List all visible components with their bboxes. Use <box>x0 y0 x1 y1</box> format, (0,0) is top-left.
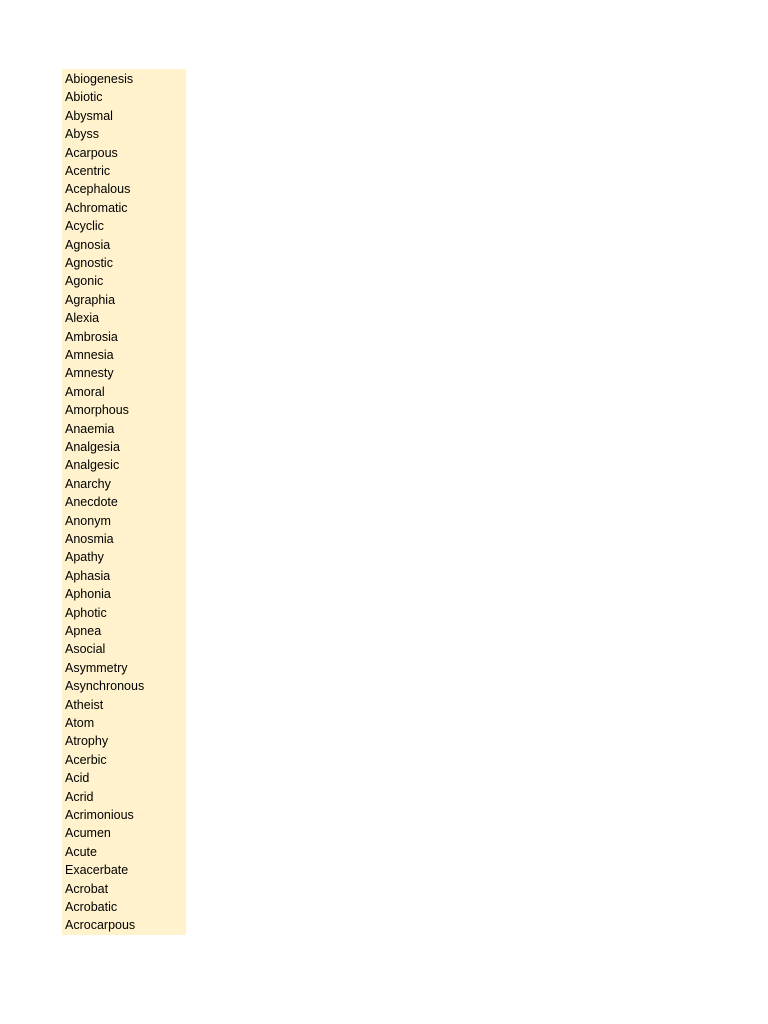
word-cell: Abyss <box>65 127 100 142</box>
word-cell: Agnostic <box>65 256 113 270</box>
word-cell: Analgesia <box>65 440 120 454</box>
word-cell: Apathy <box>65 550 104 565</box>
word-cell: Acid <box>65 771 90 786</box>
word-cell: Acerbic <box>65 752 107 767</box>
word-cell: Acephalous <box>65 182 131 197</box>
word-cell: Anarchy <box>65 476 111 491</box>
word-cell: Asymmetry <box>65 660 128 675</box>
word-cell: Acrobatic <box>65 900 118 914</box>
word-cell: Alexia <box>65 311 100 326</box>
word-cell: Analgesic <box>65 458 120 473</box>
word-cell: Acrimonious <box>65 808 134 822</box>
word-cell: Achromatic <box>65 200 128 215</box>
word-cell: Exacerbate <box>65 863 129 878</box>
word-cell: Anosmia <box>65 532 114 546</box>
word-cell: Acute <box>65 844 97 859</box>
word-cell: Acrid <box>65 789 94 804</box>
word-cell: Acyclic <box>65 219 104 234</box>
word-cell: Asynchronous <box>65 679 145 694</box>
word-cell: Aphonia <box>65 587 111 602</box>
word-cell: Acentric <box>65 164 111 178</box>
word-cell: Amnesty <box>65 366 114 381</box>
word-cell: Acumen <box>65 826 111 841</box>
word-cell: Atheist <box>65 697 104 712</box>
word-cell: Abiogenesis <box>65 72 134 86</box>
word-cell: Ambrosia <box>65 329 118 344</box>
word-cell: Acrocarpous <box>65 918 136 933</box>
word-cell: Abiotic <box>65 90 103 105</box>
word-cell: Anaemia <box>65 421 115 436</box>
word-cell: Asocial <box>65 642 106 657</box>
word-cell: Atom <box>65 716 95 730</box>
word-cell: Agnosia <box>65 237 111 252</box>
word-column <box>62 69 186 935</box>
word-cell: Abysmal <box>65 108 113 123</box>
word-cell: Agraphia <box>65 292 116 307</box>
word-cell: Anonym <box>65 513 111 528</box>
word-cell: Amoral <box>65 384 105 399</box>
word-cell: Aphasia <box>65 568 111 583</box>
word-cell: Aphotic <box>65 605 107 620</box>
word-cell: Acarpous <box>65 145 118 160</box>
word-cell: Amnesia <box>65 348 114 362</box>
word-cell: Agonic <box>65 274 104 289</box>
word-cell: Acrobat <box>65 881 109 896</box>
word-cell: Apnea <box>65 624 102 638</box>
word-cell: Amorphous <box>65 403 129 418</box>
word-cell: Anecdote <box>65 495 118 510</box>
word-cell: Atrophy <box>65 734 109 749</box>
